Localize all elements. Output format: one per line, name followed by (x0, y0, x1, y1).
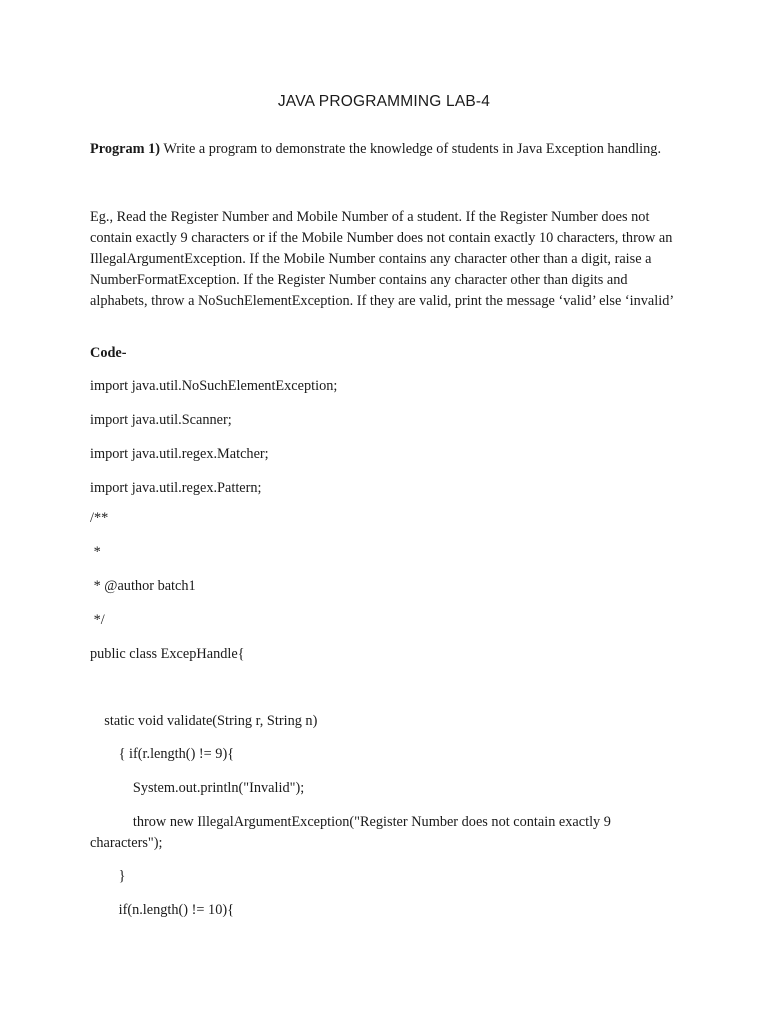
code-line: if(n.length() != 10){ (90, 902, 234, 918)
program-label: Program 1) (90, 141, 161, 157)
code-line: */ (90, 612, 105, 628)
code-line: throw new IllegalArgumentException("Register Number does not contain exactly 9 characters"); (90, 814, 615, 851)
page-title: JAVA PROGRAMMING LAB-4 (277, 93, 491, 110)
code-line: public class ExcepHandle{ (90, 646, 245, 662)
code-line: import java.util.regex.Matcher; (90, 446, 269, 462)
example-paragraph: Eg., Read the Register Number and Mobile Number of a student. If the Register Number does not contain exactly 9 characters or if the Mobile Number does not contain exactly 10 characters, throw an IllegalArgumentException. If the Mobile Number contains any character other than a digit, raise a NumberFormatException. If the Register Number contains any character other than digits and alphabets, throw a NoSuchElementException. If they are valid, print the message ‘valid’ else ‘invalid’ (90, 209, 675, 309)
code-line: /** (90, 510, 109, 526)
code-line: * @author batch1 (90, 578, 196, 594)
code-heading: Code- (90, 345, 127, 361)
program-statement (90, 136, 676, 163)
code-line: import java.util.regex.Pattern; (90, 480, 262, 496)
code-line: { if(r.length() != 9){ (90, 746, 235, 762)
program-text: Write a program to demonstrate the knowledge of students in Java Exception handling. (160, 141, 662, 157)
code-line: System.out.println("Invalid"); (90, 780, 305, 796)
code-line: import java.util.NoSuchElementException; (90, 378, 338, 394)
code-line: import java.util.Scanner; (90, 412, 232, 428)
code-line: } (90, 868, 126, 884)
code-line: static void validate(String r, String n) (90, 713, 318, 729)
code-line: * (90, 544, 101, 560)
